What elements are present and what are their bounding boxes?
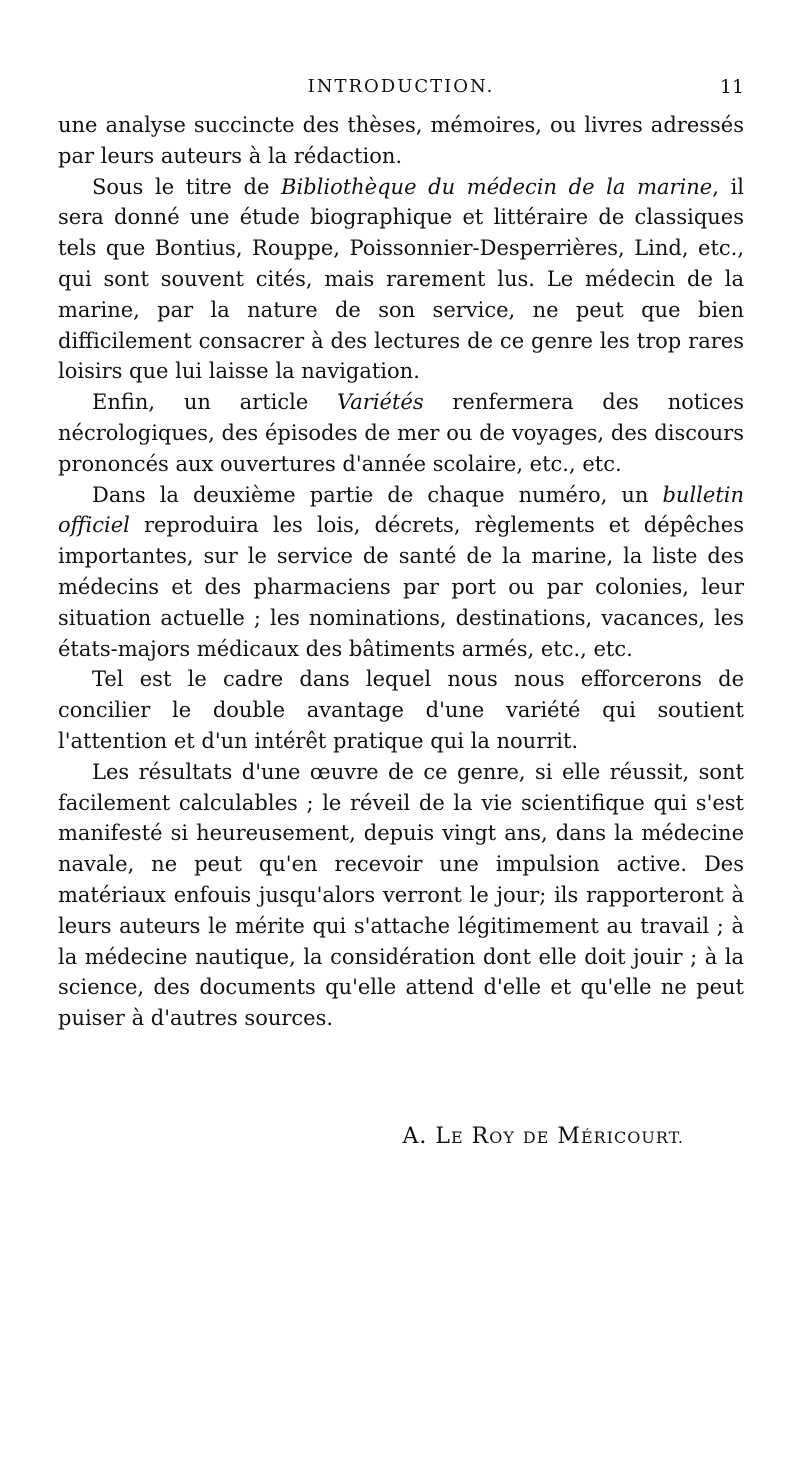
paragraph-4 (58, 480, 744, 665)
paragraph-4-text-b: reproduira les lois, décrets, règlements et dépêches importantes, sur le service de santé de la marine, la liste des médecins et des pharmaciens par port ou par colonies, leur situation actuelle ; les nominations, destinations, vacances, les états-majors médicaux des bâtiments armés, etc., etc. (58, 513, 744, 661)
paragraph-1-text: une analyse succincte des thèses, mémoires, ou livres adressés par leurs auteurs à la rédaction. (58, 113, 744, 168)
paragraph-4-text-a: Dans la deuxième partie de chaque numéro, un (92, 482, 663, 507)
author-signature (58, 1124, 744, 1149)
paragraph-2 (58, 172, 744, 388)
paragraph-6-text: Les résultats d'une œuvre de ce genre, si elle réussit, sont facilement calculables ; le réveil de la vie scientifique qui s'est manifesté si heureusement, depuis vingt ans, dans la médecine navale, ne peut qu'en recevoir une impulsion active. Des matériaux enfouis jusqu'alors verront le jour; ils rapporteront à leurs auteurs le mérite qui s'attache légitimement au travail ; à la médecine nautique, la considération dont elle doit jouir ; à la science, des documents qu'elle attend d'elle et qu'elle ne peut puiser à d'autres sources. (58, 759, 744, 1031)
paragraph-3-italic-title: Variétés (337, 390, 424, 415)
paragraph-5 (58, 664, 744, 756)
signature-m: M (557, 1124, 581, 1149)
signature-de: DE (522, 1128, 550, 1147)
document-page (58, 74, 744, 1034)
paragraph-3-text-b: renfermera des notices nécrologiques, des épisodes de mer ou de voyages, des discours prononcés aux ouvertures d'année scolaire, etc., etc. (58, 390, 744, 476)
signature-e: E (450, 1128, 464, 1147)
signature-l: L (435, 1124, 451, 1149)
paragraph-5-text: Tel est le cadre dans lequel nous nous efforcerons de concilier le double avantage d'une variété qui soutient l'attention et d'un intérêt pratique qui la nourrit. (58, 667, 744, 753)
paragraph-6 (58, 757, 744, 1034)
signature-oy: OY (489, 1128, 515, 1147)
page-header (58, 74, 744, 104)
paragraph-3-text-a: Enfin, un article (92, 390, 338, 415)
signature-ericourt: ÉRICOURT. (580, 1128, 684, 1147)
body-text (58, 110, 744, 1034)
paragraph-2-text-a: Sous le titre de (92, 174, 282, 199)
signature-r: R (471, 1124, 490, 1149)
paragraph-1 (58, 110, 744, 172)
page-number: 11 (719, 76, 744, 98)
paragraph-2-italic-title: Bibliothèque du médecin de la marine (281, 174, 713, 199)
running-title: INTRODUCTION. (307, 76, 495, 97)
paragraph-2-text-b: , il sera donné une étude biographique et littéraire de classiques tels que Bontius, Rouppe, Poissonnier-Desperrières, Lind, etc., qui sont souvent cités, mais rarement lus. Le médecin de la marine, par la nature de son service, ne peut que bien difficilement consacrer à des lectures de ce genre les trop rares loisirs que lui laisse la navigation. (58, 174, 745, 384)
paragraph-3 (58, 387, 744, 479)
signature-initial: A. (402, 1124, 428, 1149)
paragraph-4-italic-title: bulletin officiel (58, 482, 744, 538)
